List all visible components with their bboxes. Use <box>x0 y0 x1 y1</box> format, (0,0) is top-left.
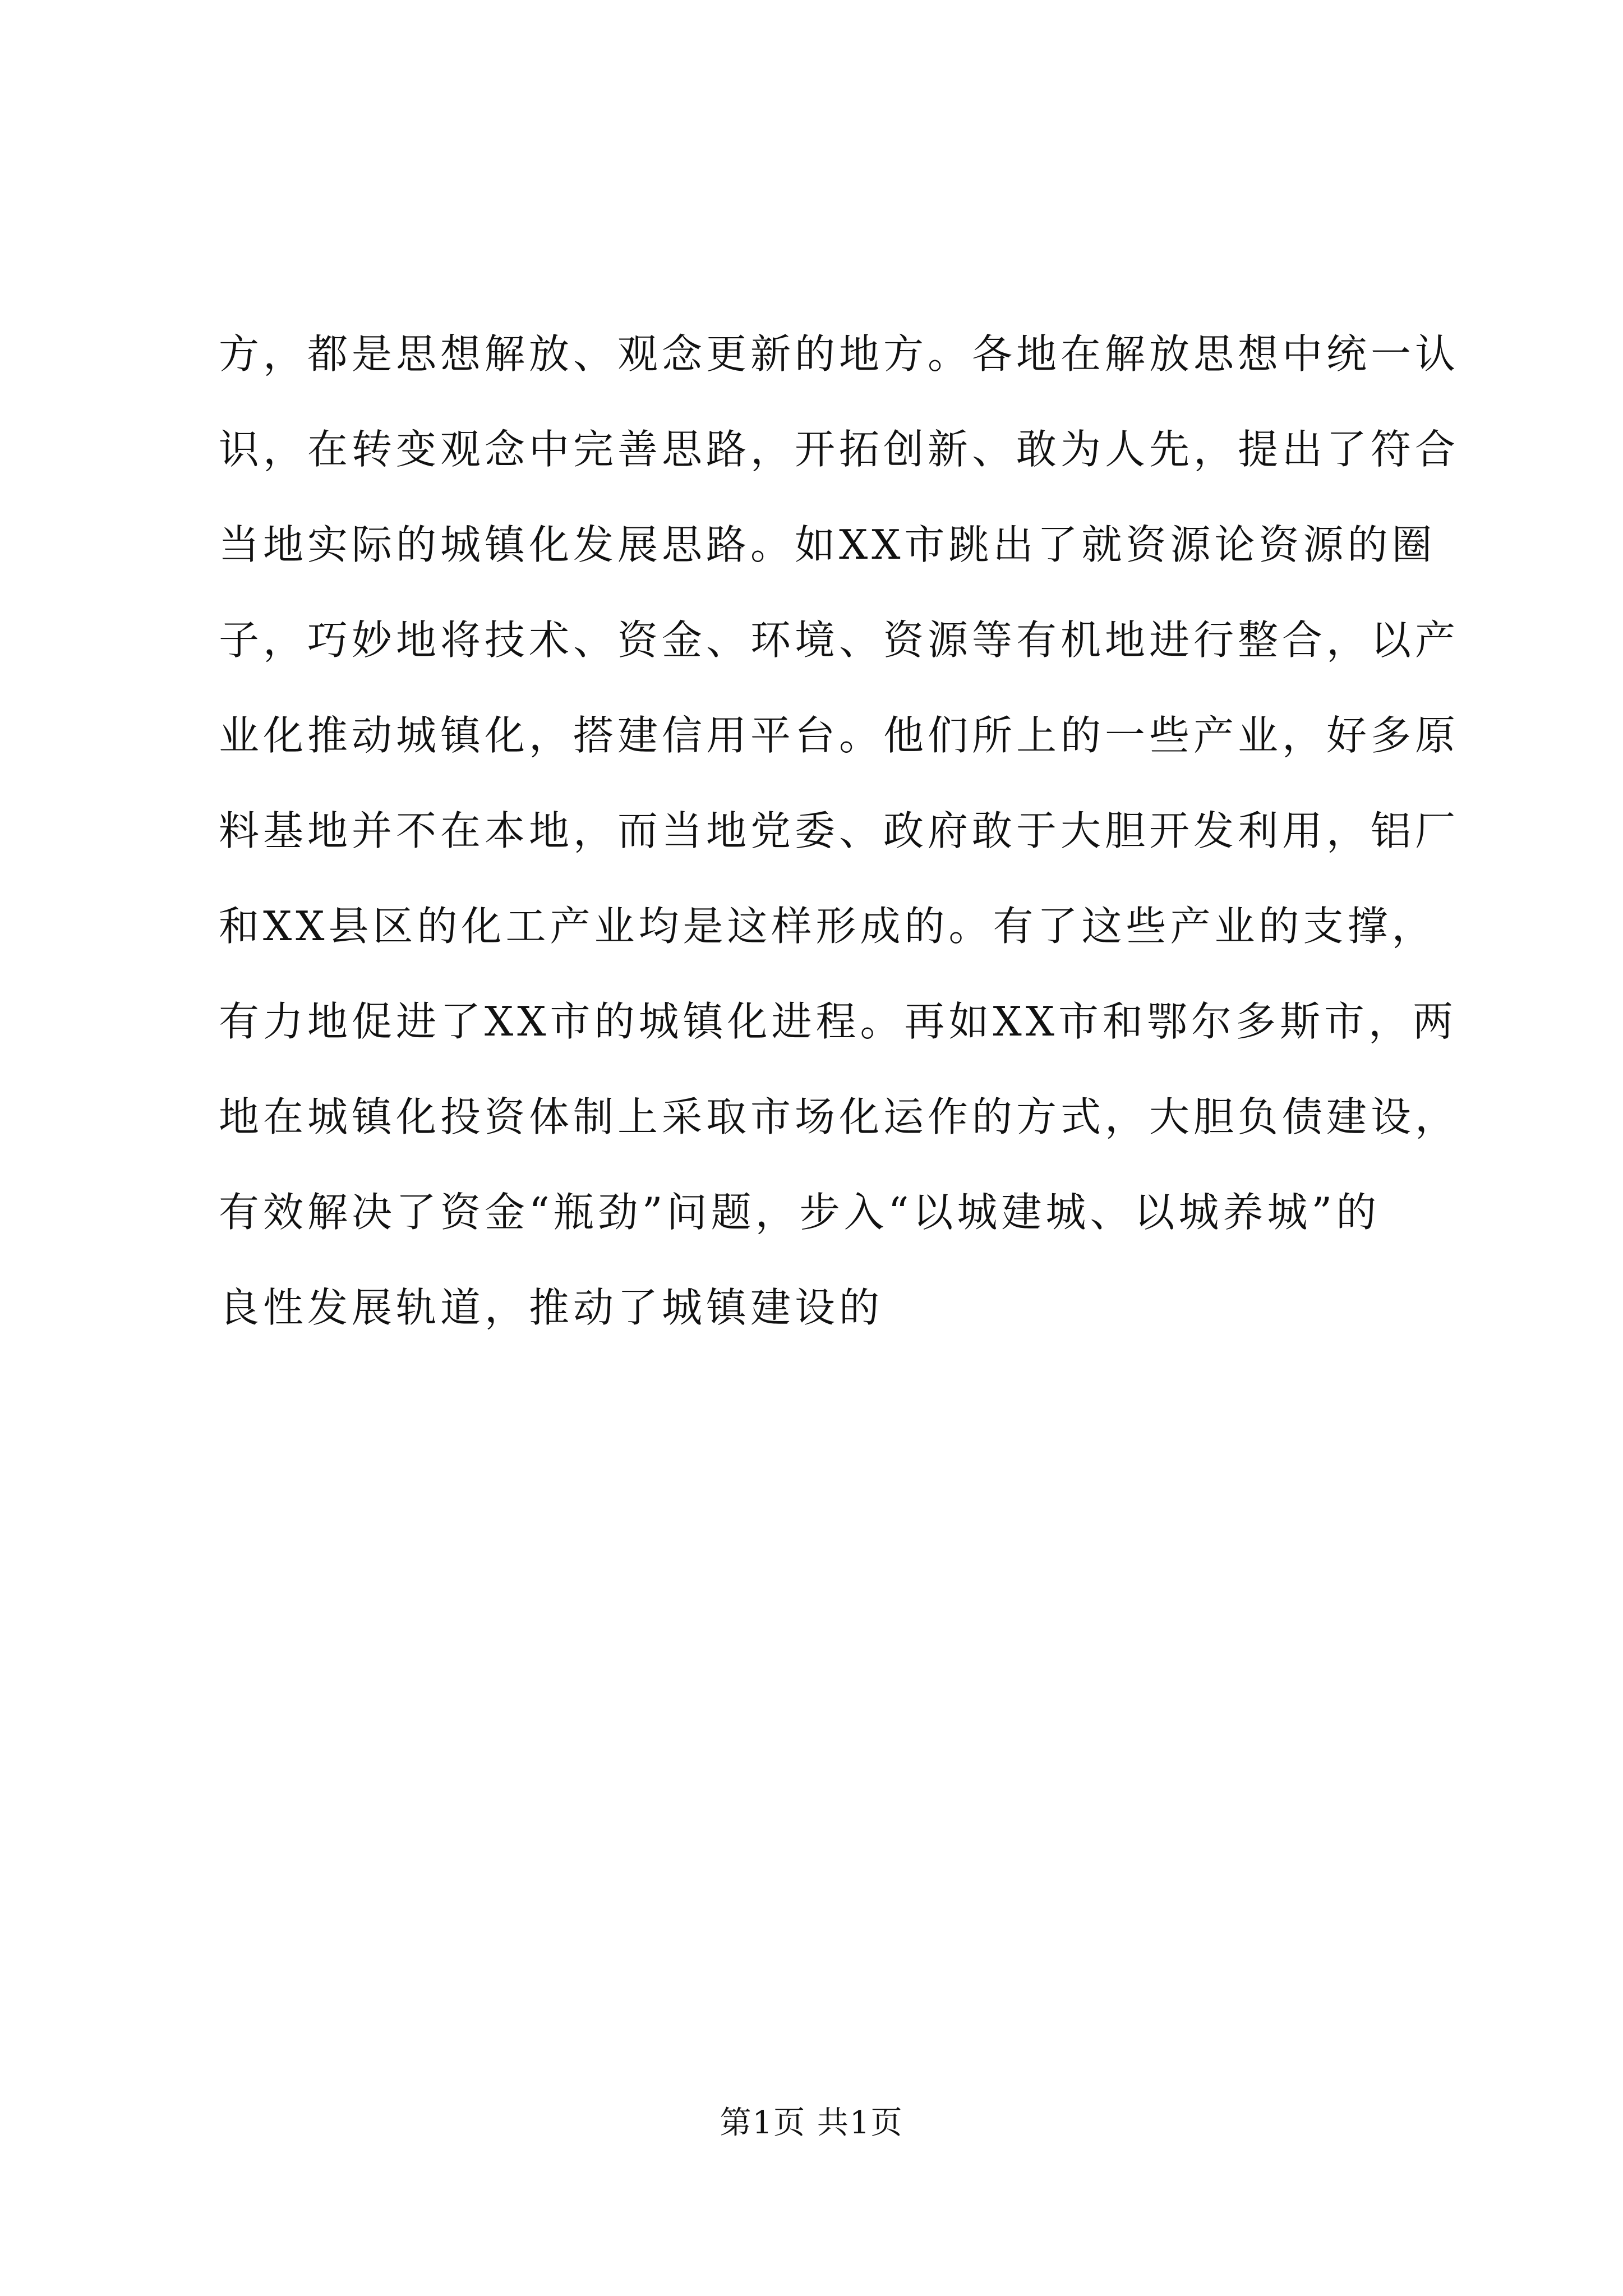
text-line: 地在城镇化投资体制上采取市场化运作的方式，大胆负债建设， <box>219 1093 1460 1140</box>
text-line: 有效解决了资金“瓶劲”问题，步入“以城建城、以城养城”的 <box>219 1189 1381 1236</box>
text-line: 料基地并不在本地，而当地党委、政府敢于大胆开发利用，铝厂 <box>219 807 1460 854</box>
body-paragraph <box>219 306 1460 1355</box>
text-line: 方，都是思想解放、观念更新的地方。各地在解放思想中统一认 <box>219 330 1460 378</box>
text-line: 业化推动城镇化，搭建信用平台。他们所上的一些产业，好多原 <box>219 712 1460 759</box>
page-number-footer: 第1页 共1页 <box>720 2105 903 2141</box>
text-line: 有力地促进了XX市的城镇化进程。再如XX市和鄂尔多斯市，两 <box>219 998 1458 1045</box>
text-line: 识，在转变观念中完善思路，开拓创新、敢为人先，提出了符合 <box>219 426 1460 473</box>
text-line: 当地实际的城镇化发展思路。如XX市跳出了就资源论资源的圈 <box>219 521 1436 568</box>
text-line: 子，巧妙地将技术、资金、环境、资源等有机地进行整合，以产 <box>219 616 1460 664</box>
text-line: 和XX县区的化工产业均是这样形成的。有了这些产业的支撑， <box>219 903 1436 950</box>
text-line: 良性发展轨道，推动了城镇建设的 <box>219 1284 884 1331</box>
